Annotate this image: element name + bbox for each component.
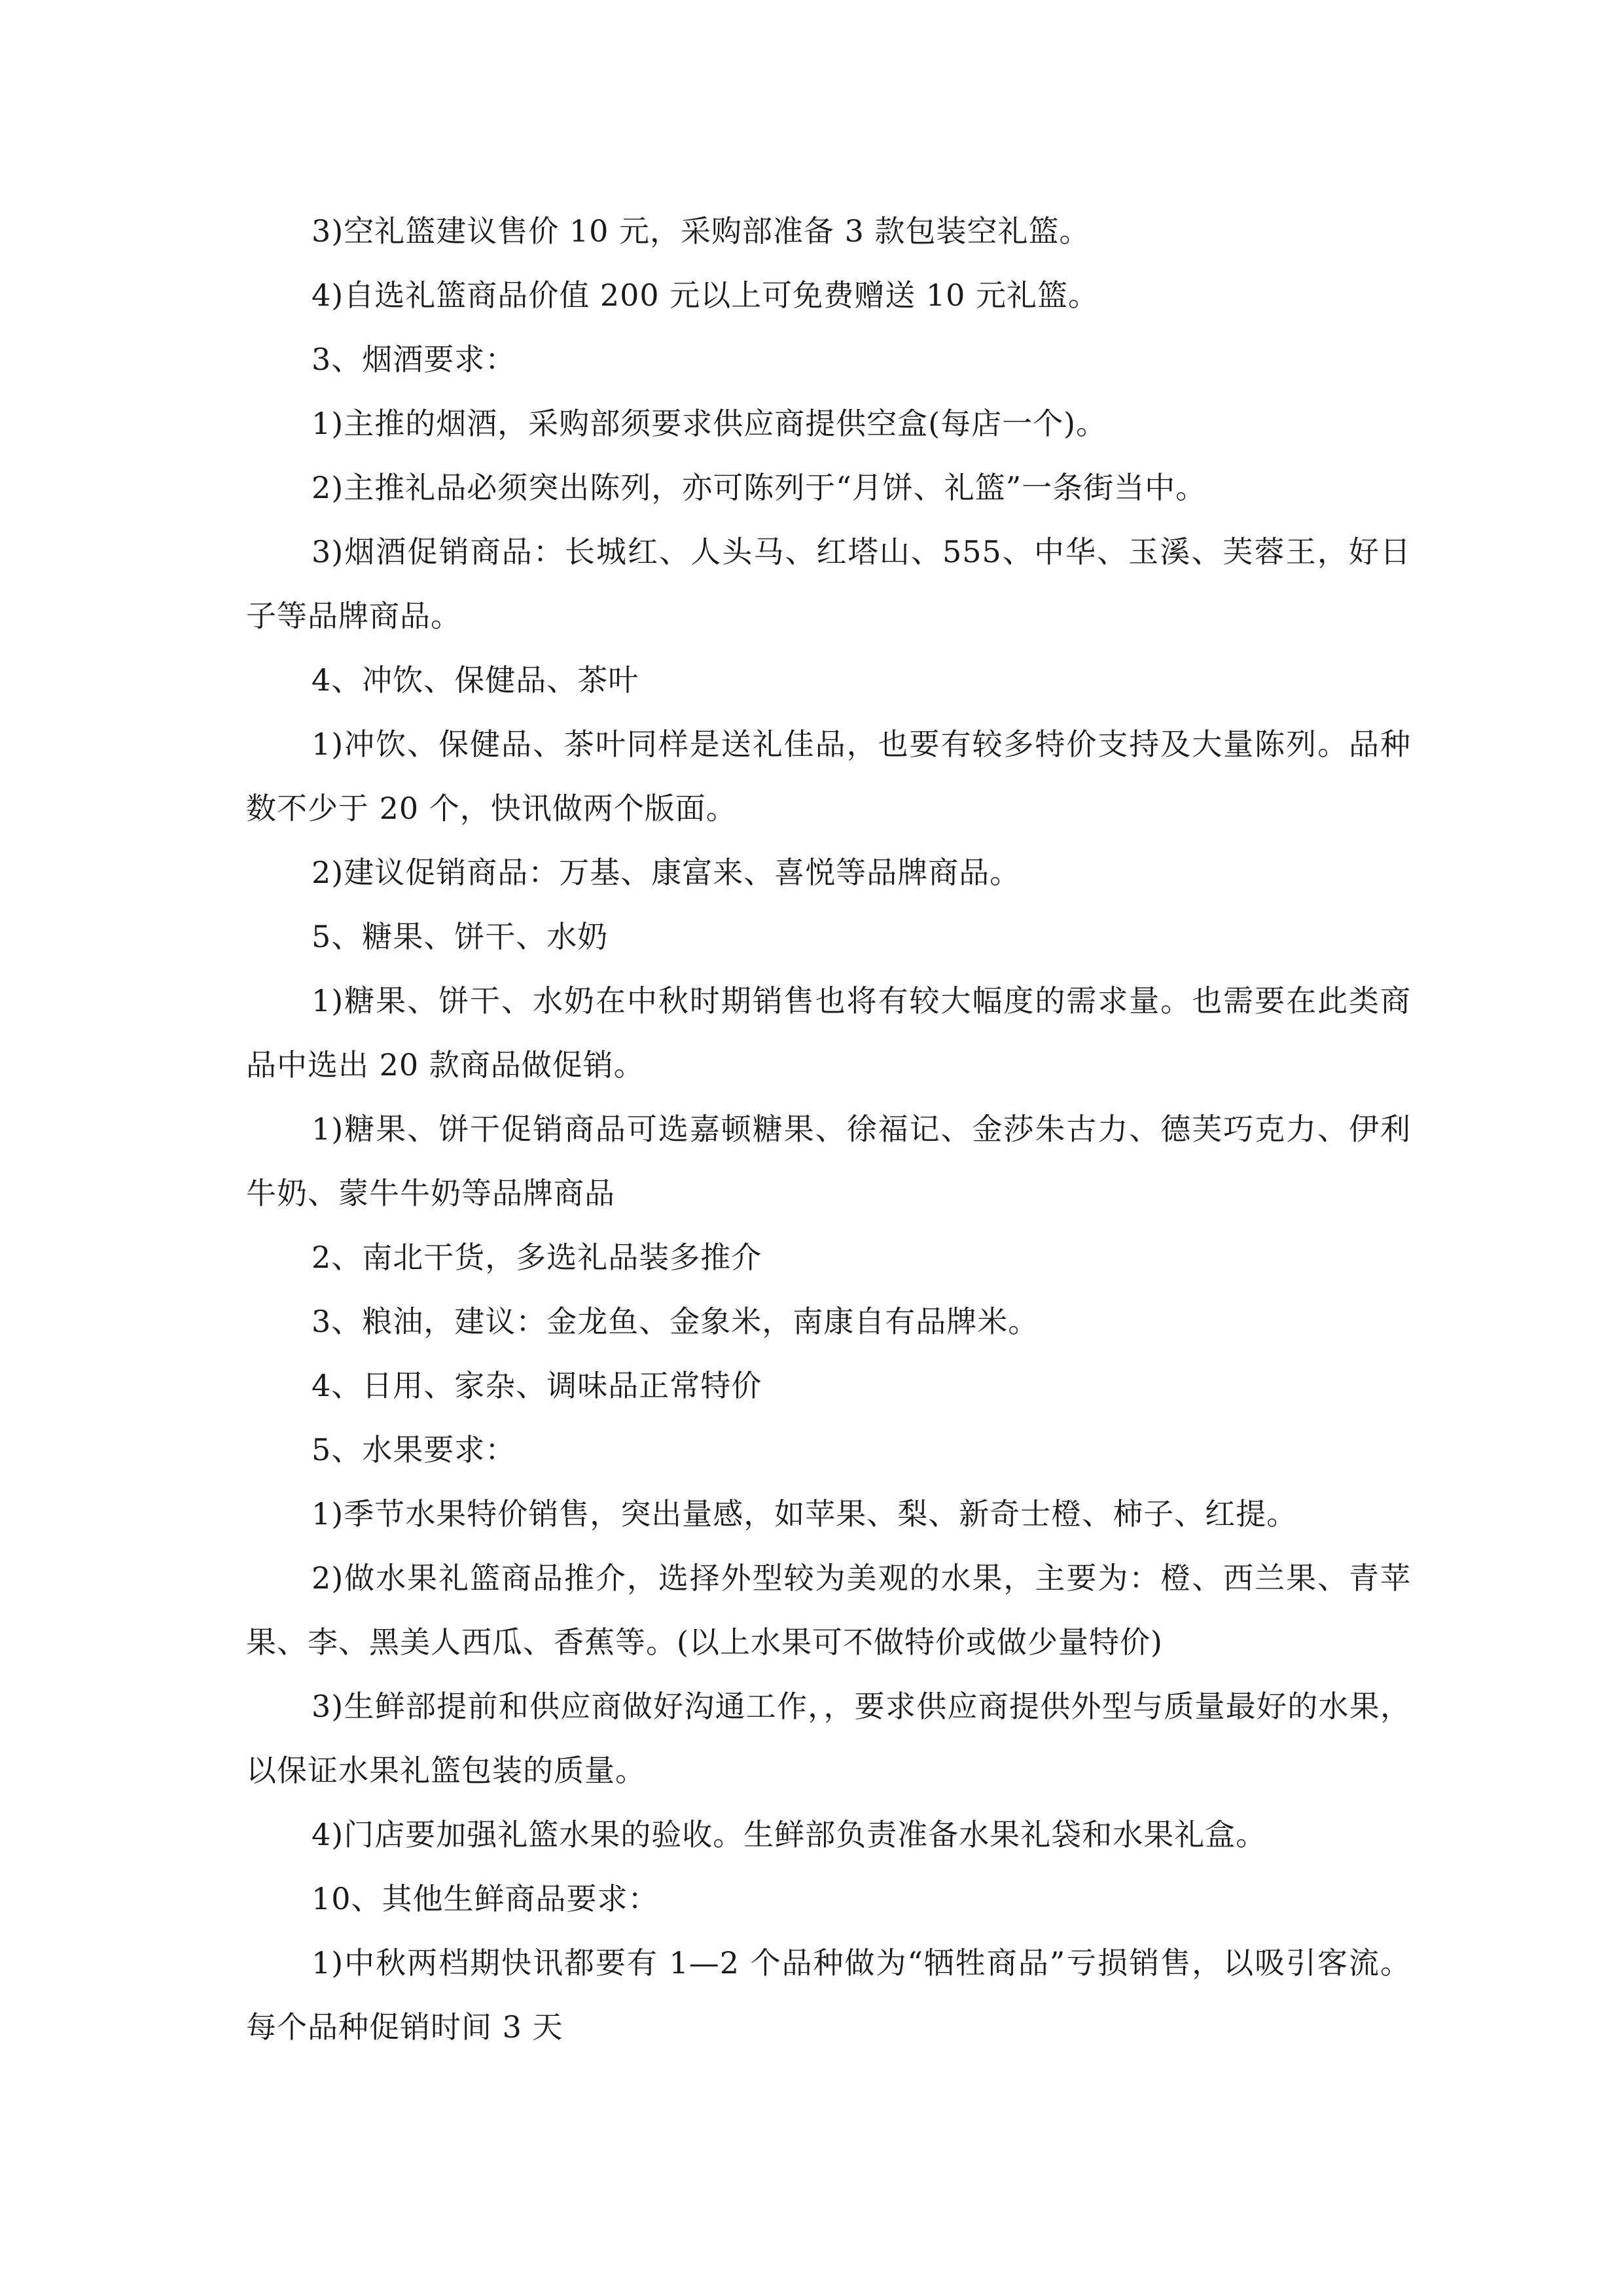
paragraph: 3)烟酒促销商品：长城红、人头马、红塔山、555、中华、玉溪、芙蓉王，好日子等品牌商品。 [246, 534, 1411, 634]
paragraph: 1)中秋两档期快讯都要有 1—2 个品种做为“牺牲商品”亏损销售，以吸引客流。每个品种促销时间 3 天 [246, 1945, 1411, 2045]
section-heading: 4、日用、家杂、调味品正常特价 [312, 1368, 762, 1403]
paragraph: 3)空礼篮建议售价 10 元，采购部准备 3 款包装空礼篮。 [312, 213, 1090, 249]
paragraph: 1)冲饮、保健品、茶叶同样是送礼佳品，也要有较多特价支持及大量陈列。品种数不少于 20 个，快讯做两个版面。 [246, 726, 1411, 826]
section-heading: 4、冲饮、保健品、茶叶 [312, 662, 639, 698]
paragraph: 4)门店要加强礼篮水果的验收。生鲜部负责准备水果礼袋和水果礼盒。 [312, 1817, 1267, 1852]
paragraph: 1)糖果、饼干、水奶在中秋时期销售也将有较大幅度的需求量。也需要在此类商品中选出 20 款商品做促销。 [246, 983, 1411, 1083]
paragraph: 2)做水果礼篮商品推介，选择外型较为美观的水果，主要为：橙、西兰果、青苹果、李、黑美人西瓜、香蕉等。(以上水果可不做特价或做少量特价) [246, 1560, 1411, 1660]
document-body [246, 199, 1411, 2059]
section-heading: 5、糖果、饼干、水奶 [312, 919, 609, 954]
paragraph: 1)季节水果特价销售，突出量感，如苹果、梨、新奇士橙、柿子、红提。 [312, 1496, 1298, 1532]
section-heading: 10、其他生鲜商品要求： [312, 1881, 659, 1916]
section-heading: 3、粮油，建议：金龙鱼、金象米，南康自有品牌米。 [312, 1304, 1039, 1339]
paragraph: 2)建议促销商品：万基、康富来、喜悦等品牌商品。 [312, 855, 1021, 890]
paragraph: 2)主推礼品必须突出陈列，亦可陈列于“月饼、礼篮”一条街当中。 [312, 470, 1207, 505]
section-heading: 2、南北干货，多选礼品装多推介 [312, 1240, 762, 1275]
section-heading: 3、烟酒要求： [312, 342, 516, 377]
paragraph: 3)生鲜部提前和供应商做好沟通工作，，要求供应商提供外型与质量最好的水果，以保证水果礼篮包装的质量。 [246, 1689, 1411, 1788]
paragraph: 4)自选礼篮商品价值 200 元以上可免费赠送 10 元礼篮。 [312, 278, 1099, 313]
paragraph: 1)糖果、饼干促销商品可选嘉顿糖果、徐福记、金莎朱古力、德芙巧克力、伊利牛奶、蒙牛牛奶等品牌商品 [246, 1111, 1411, 1211]
section-heading: 5、水果要求： [312, 1432, 516, 1467]
paragraph: 1)主推的烟酒，采购部须要求供应商提供空盒(每店一个)。 [312, 406, 1107, 441]
